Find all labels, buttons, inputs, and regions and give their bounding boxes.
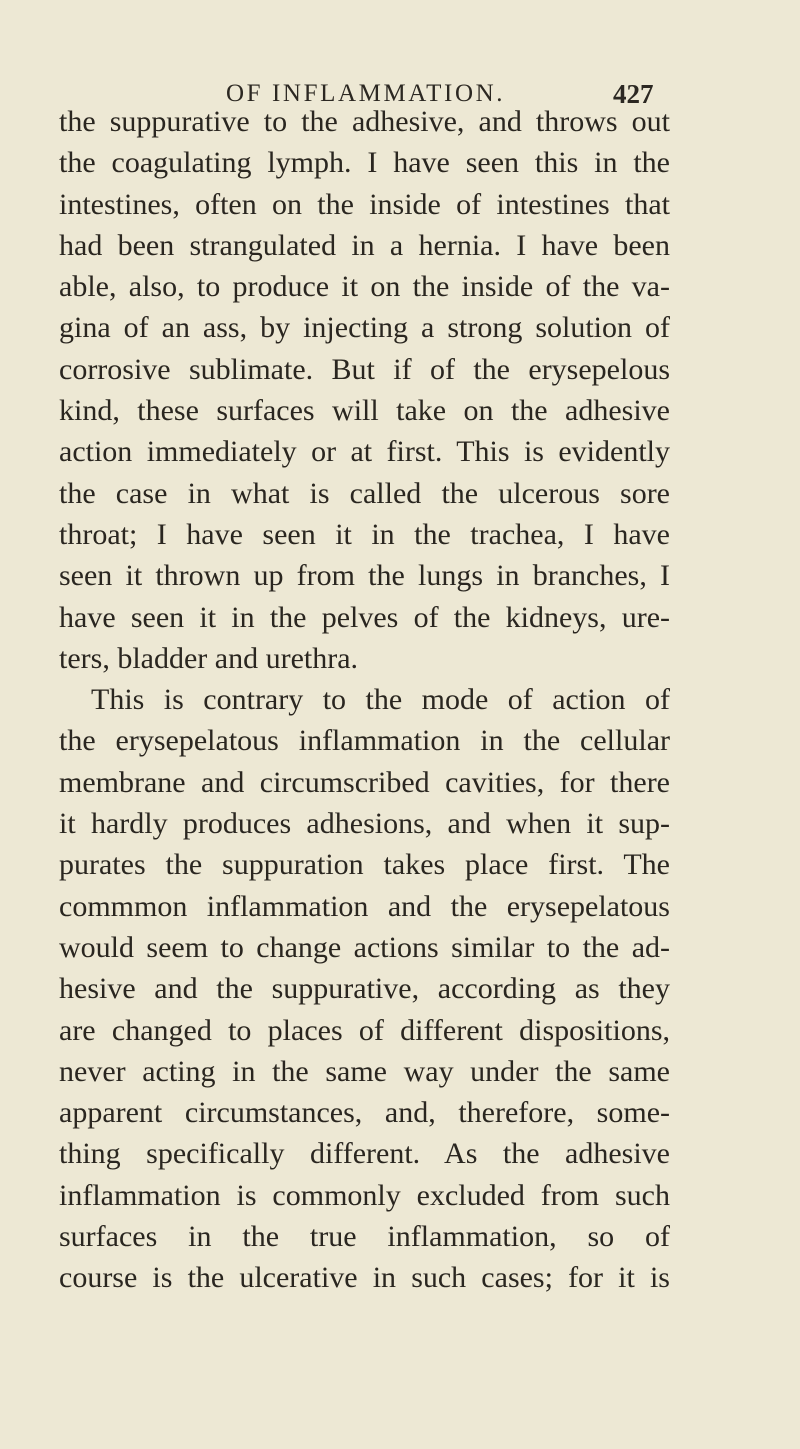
text-line: commmon inflammation and the erysepelatous	[59, 889, 670, 923]
text-line: never acting in the same way under the same	[59, 1054, 670, 1088]
text-line: the coagulating lymph. I have seen this in the	[59, 146, 670, 180]
text-line: intestines, often on the inside of intestines that	[59, 187, 670, 221]
paragraph-first-line: This is contrary to the mode of action of	[91, 683, 670, 717]
running-head-title: OF INFLAMMATION.	[226, 80, 506, 107]
text-line: it hardly produces adhesions, and when it sup-	[59, 807, 670, 841]
text-line: the case in what is called the ulcerous sore	[59, 476, 670, 510]
body-text	[59, 101, 670, 1299]
paragraph-last-line: ters, bladder and urethra.	[59, 641, 359, 675]
text-line: kind, these surfaces will take on the adhesive	[59, 394, 670, 428]
text-line: would seem to change actions similar to the ad-	[59, 930, 670, 964]
text-line: inflammation is commonly excluded from such	[59, 1178, 670, 1212]
text-line: thing specifically different. As the adhesive	[59, 1137, 670, 1171]
text-line: surfaces in the true inflammation, so of	[59, 1220, 670, 1254]
text-line: throat; I have seen it in the trachea, I have	[59, 517, 670, 551]
text-line: corrosive sublimate. But if of the erysepelous	[59, 352, 670, 386]
text-line: purates the suppuration takes place first. The	[59, 848, 670, 882]
text-line: are changed to places of different dispositions,	[59, 1013, 670, 1047]
page-number: 427	[613, 79, 654, 109]
text-line: apparent circumstances, and, therefore, some-	[59, 1096, 670, 1130]
text-line: hesive and the suppurative, according as they	[59, 972, 670, 1006]
text-line: the suppurative to the adhesive, and throws out	[59, 105, 670, 138]
text-line: membrane and circumscribed cavities, for there	[59, 765, 670, 799]
text-line: gina of an ass, by injecting a strong solution of	[59, 311, 670, 345]
text-line: course is the ulcerative in such cases; for it is	[59, 1261, 670, 1295]
text-line: action immediately or at first. This is evidently	[59, 435, 670, 469]
text-line: have seen it in the pelves of the kidneys, ure-	[59, 600, 670, 634]
text-line: able, also, to produce it on the inside of the va-	[59, 270, 670, 304]
text-line: had been strangulated in a hernia. I have been	[59, 228, 670, 262]
text-line: seen it thrown up from the lungs in branches, I	[59, 559, 670, 593]
text-line: the erysepelatous inflammation in the cellular	[59, 724, 670, 758]
